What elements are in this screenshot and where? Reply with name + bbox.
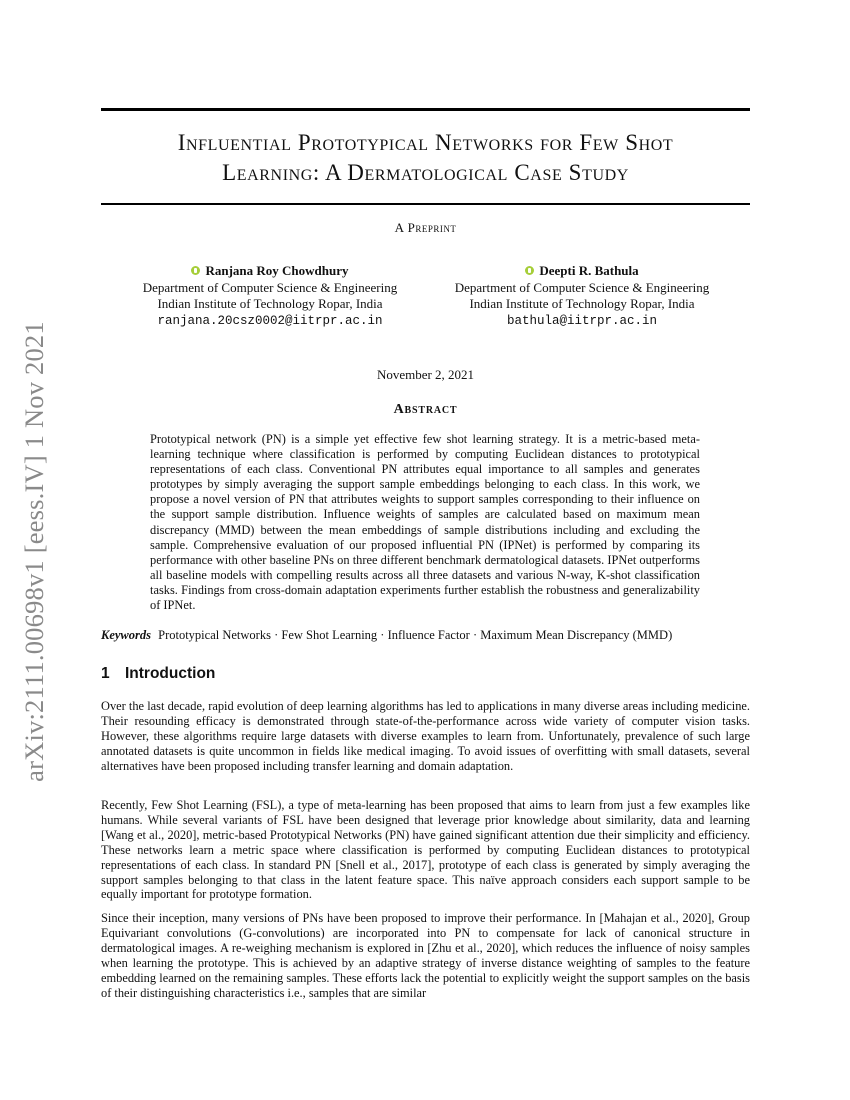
author-block-1	[120, 263, 420, 329]
author-email[interactable]: ranjana.20csz0002@iitrpr.ac.in	[157, 313, 383, 328]
author-name	[432, 263, 732, 280]
arxiv-id-text: arXiv:2111.00698v1 [eess.IV] 1 Nov 2021	[18, 320, 49, 782]
abstract-heading: Abstract	[393, 402, 458, 417]
author-department: Department of Computer Science & Engineering	[454, 279, 710, 295]
title-bottom-rule	[101, 203, 750, 205]
paper-date: November 2, 2021	[376, 367, 475, 382]
title-line-1: Influential Prototypical Networks for Few Shot	[177, 130, 674, 155]
abstract-text: Prototypical network (PN) is a simple yet effective few shot learning strategy. It is a metric-based meta-learning technique where classification is performed by computing Euclidean distances to prototypical representations of each class. Conventional PN attributes equal importance to all samples and generates prototypes by simply averaging the support sample embeddings belonging to each class. In this work, we propose a novel version of PN that attributes weights to support samples corresponding to their influence on the support sample distribution. Influence weights of samples are calculated based on maximum mean discrepancy (MMD) between the mean embeddings of sample distributions including and excluding the sample. Comprehensive evaluation of our proposed influential PN (IPNet) is performed by comparing its performance with other baseline PNs on three different benchmark dermatological datasets. IPNet outperforms all baseline models with compelling results across all three datasets and various N-way, K-shot classification tasks. Findings from cross-domain adaptation experiments further establish the robustness and generalizability of IPNet.	[150, 432, 700, 613]
body-paragraph: Over the last decade, rapid evolution of deep learning algorithms has led to applications in many diverse areas including medicine. Their resounding efficacy is demonstrated through state-of-the-performance across wide variety of computer vision tasks. However, these algorithms require large datasets with diverse examples to learn from. Unfortunately, prevalence of such large annotated datasets is quite uncommon in fields like medical imaging. To avoid issues of overfitting with small datasets, several alternatives have been proposed including transfer learning and domain adaptation.	[101, 699, 750, 773]
preprint-label: A Preprint	[394, 220, 457, 235]
author-institution: Indian Institute of Technology Ropar, India	[469, 296, 695, 311]
author-email[interactable]: bathula@iitrpr.ac.in	[506, 313, 658, 328]
keywords-label: Keywords	[101, 628, 151, 642]
author-block-2	[432, 263, 732, 329]
section-number: 1	[101, 665, 110, 682]
body-paragraph: Recently, Few Shot Learning (FSL), a type of meta-learning has been proposed that aims to learn from just a few examples like humans. While several variants of FSL have been designed that leverage prior knowledge about similarity, data and learning [Wang et al., 2020], metric-based Prototypical Networks (PN) have gained significant attention due their simplicity and efficiency. These networks learn a metric space where classification is performed by computing Euclidean distances to prototypical representations of each class. In standard PN [Snell et al., 2017], prototype of each class is generated by simply averaging the support samples belonging to that class in the latent feature space. This naïve approach considers each support sample to be equally important for prototype formation.	[101, 798, 750, 902]
author-name	[120, 263, 420, 280]
keywords-line	[101, 628, 750, 643]
title-line-2: Learning: A Dermatological Case Study	[222, 160, 629, 185]
author-department: Department of Computer Science & Engineering	[142, 279, 398, 295]
section-title: Introduction	[125, 665, 216, 682]
author-name-text: Deepti R. Bathula	[539, 263, 639, 278]
section-heading	[101, 665, 215, 683]
paper-title	[101, 128, 750, 188]
arxiv-side-identifier	[0, 295, 68, 807]
title-top-rule	[101, 108, 750, 111]
orcid-icon[interactable]	[191, 266, 200, 275]
orcid-icon[interactable]	[525, 266, 534, 275]
author-name-text: Ranjana Roy Chowdhury	[205, 263, 349, 278]
keywords-text: Prototypical Networks · Few Shot Learning · Influence Factor · Maximum Mean Discrepancy (MMD)	[158, 628, 673, 642]
author-institution: Indian Institute of Technology Ropar, India	[157, 296, 383, 311]
body-paragraph: Since their inception, many versions of PNs have been proposed to improve their performance. In [Mahajan et al., 2020], Group Equivariant convolutions (G-convolutions) are incorporated into PN to compensate for lack of canonical structure in dermatological images. A re-weighing mechanism is explored in [Zhu et al., 2020], which reduces the influence of noisy samples when learning the prototype. This is achieved by an adaptive strategy of inverse distance weighting of samples to the feature embedding learned on the remaining samples. These efforts lack the potential to explicitly weight the support samples on the basis of their distinguishing characteristics i.e., samples that are similar	[101, 911, 750, 1000]
